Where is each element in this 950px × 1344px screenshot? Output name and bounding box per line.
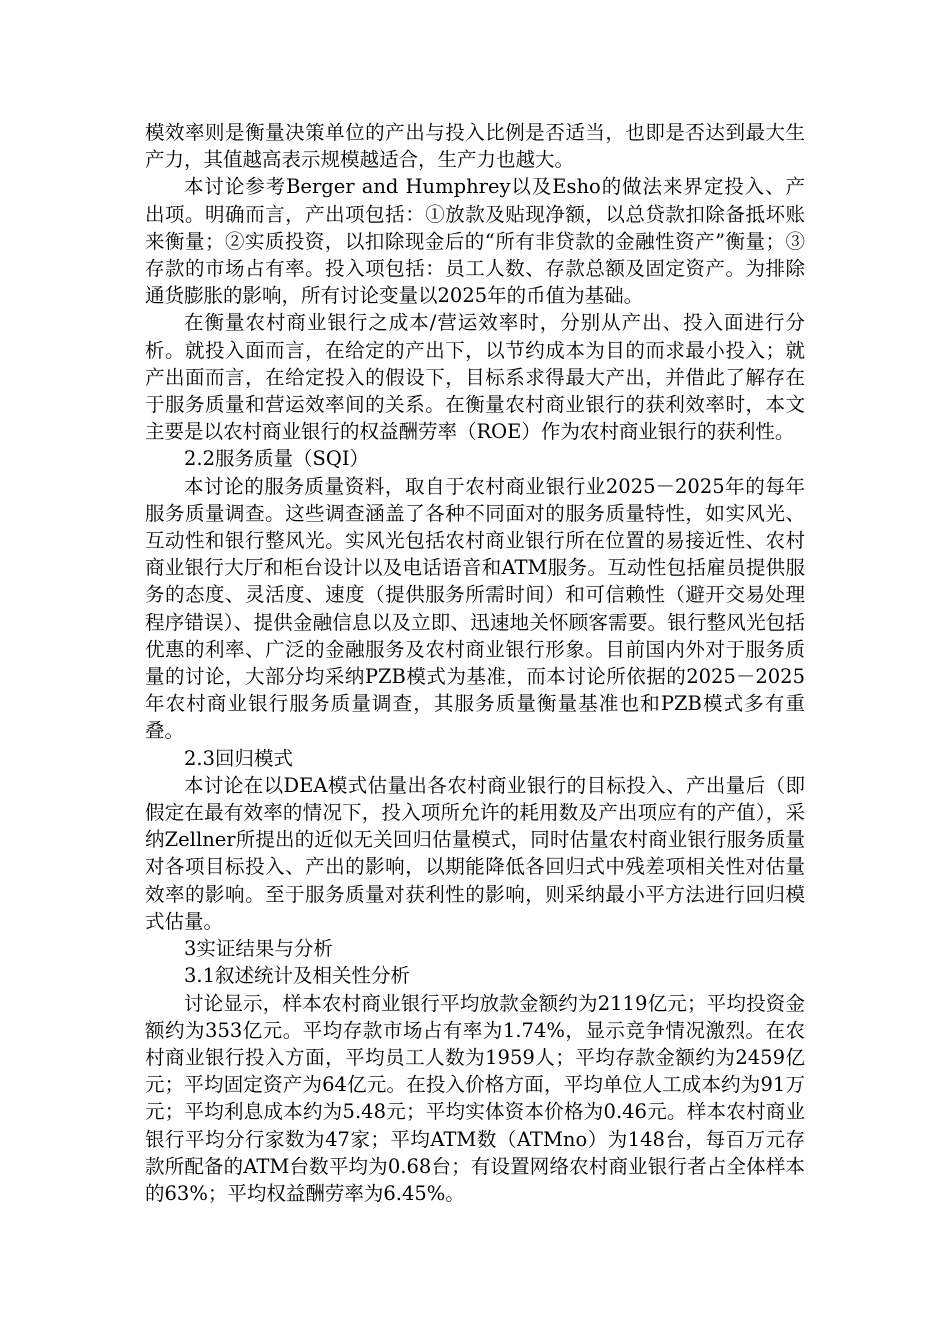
document-page — [145, 119, 805, 1207]
section-heading-2-2: 2.2服务质量（SQI） — [184, 447, 370, 471]
paragraph-efficiency-analysis: 在衡量农村商业银行之成本/营运效率时，分别从产出、投入面进行分析。就投入面而言，在给定的产出下，以节约成本为目的而求最小投入；就产出面而言，在给定投入的假设下，目标系求得最大产出，并借此了解存在于服务质量和营运效率间的关系。在衡量农村商业银行的获利效率时，本文主要是以农村商业银行的权益酬劳率（ROE）作为农村商业银行的获利性。 — [145, 311, 805, 444]
paragraph-descriptive-statistics: 讨论显示，样本农村商业银行平均放款金额约为2119亿元；平均投资金额约为353亿元。平均存款市场占有率为1.74%，显示竞争情况激烈。在农村商业银行投入方面，平均员工人数为1959人；平均存款金额约为2459亿元；平均固定资产为64亿元。在投入价格方面，平均单位人工成本约为91万元；平均利息成本约为5.48元；平均实体资本价格为0.46元。样本农村商业银行平均分行家数为47家；平均ATM数（ATMno）为148台，每百万元存款所配备的ATM台数平均为0.68台；有设置网络农村商业银行者占全体样本的63%；平均权益酬劳率为6.45%。 — [145, 991, 805, 1205]
paragraph-input-output-definition: 本讨论参考Berger and Humphrey以及Esho的做法来界定投入、产出项。明确而言，产出项包括：①放款及贴现净额，以总贷款扣除备抵坏账来衡量；②实质投资，以扣除现金后的“所有非贷款的金融性资产”衡量；③存款的市场占有率。投入项包括：员工人数、存款总额及固定资产。为排除通货膨胀的影响，所有讨论变量以2025年的币值为基础。 — [145, 175, 805, 308]
section-heading-3-1: 3.1叙述统计及相关性分析 — [184, 964, 411, 988]
section-heading-2-3: 2.3回归模式 — [184, 746, 294, 770]
paragraph-service-quality: 本讨论的服务质量资料，取自于农村商业银行业2025－2025年的每年服务质量调查。这些调查涵盖了各种不同面对的服务质量特性，如实风光、互动性和银行整风光。实风光包括农村商业银行所在位置的易接近性、农村商业银行大厅和柜台设计以及电话语音和ATM服务。互动性包括雇员提供服务的态度、灵活度、速度（提供服务所需时间）和可信赖性（避开交易处理程序错误）、提供金融信息以及立即、迅速地关怀顾客需要。银行整风光包括优惠的利率、广泛的金融服务及农村商业银行形象。目前国内外对于服务质量的讨论，大部分均采纳PZB模式为基准，而本讨论所依据的2025－2025年农村商业银行服务质量调查，其服务质量衡量基准也和PZB模式多有重叠。 — [145, 474, 805, 743]
section-heading-3: 3实证结果与分析 — [184, 937, 333, 961]
paragraph-regression-model: 本讨论在以DEA模式估量出各农村商业银行的目标投入、产出量后（即假定在最有效率的情况下，投入项所允许的耗用数及产出项应有的产值），采纳Zellner所提出的近似无关回归估量模式，同时估量农村商业银行服务质量对各项目标投入、产出的影响，以期能降低各回归式中残差项相关性对估量效率的影响。至于服务质量对获利性的影响，则采纳最小平方法进行回归模式估量。 — [145, 773, 805, 933]
paragraph-continuation: 模效率则是衡量决策单位的产出与投入比例是否适当，也即是否达到最大生产力，其值越高表示规模越适合，生产力也越大。 — [145, 121, 805, 172]
